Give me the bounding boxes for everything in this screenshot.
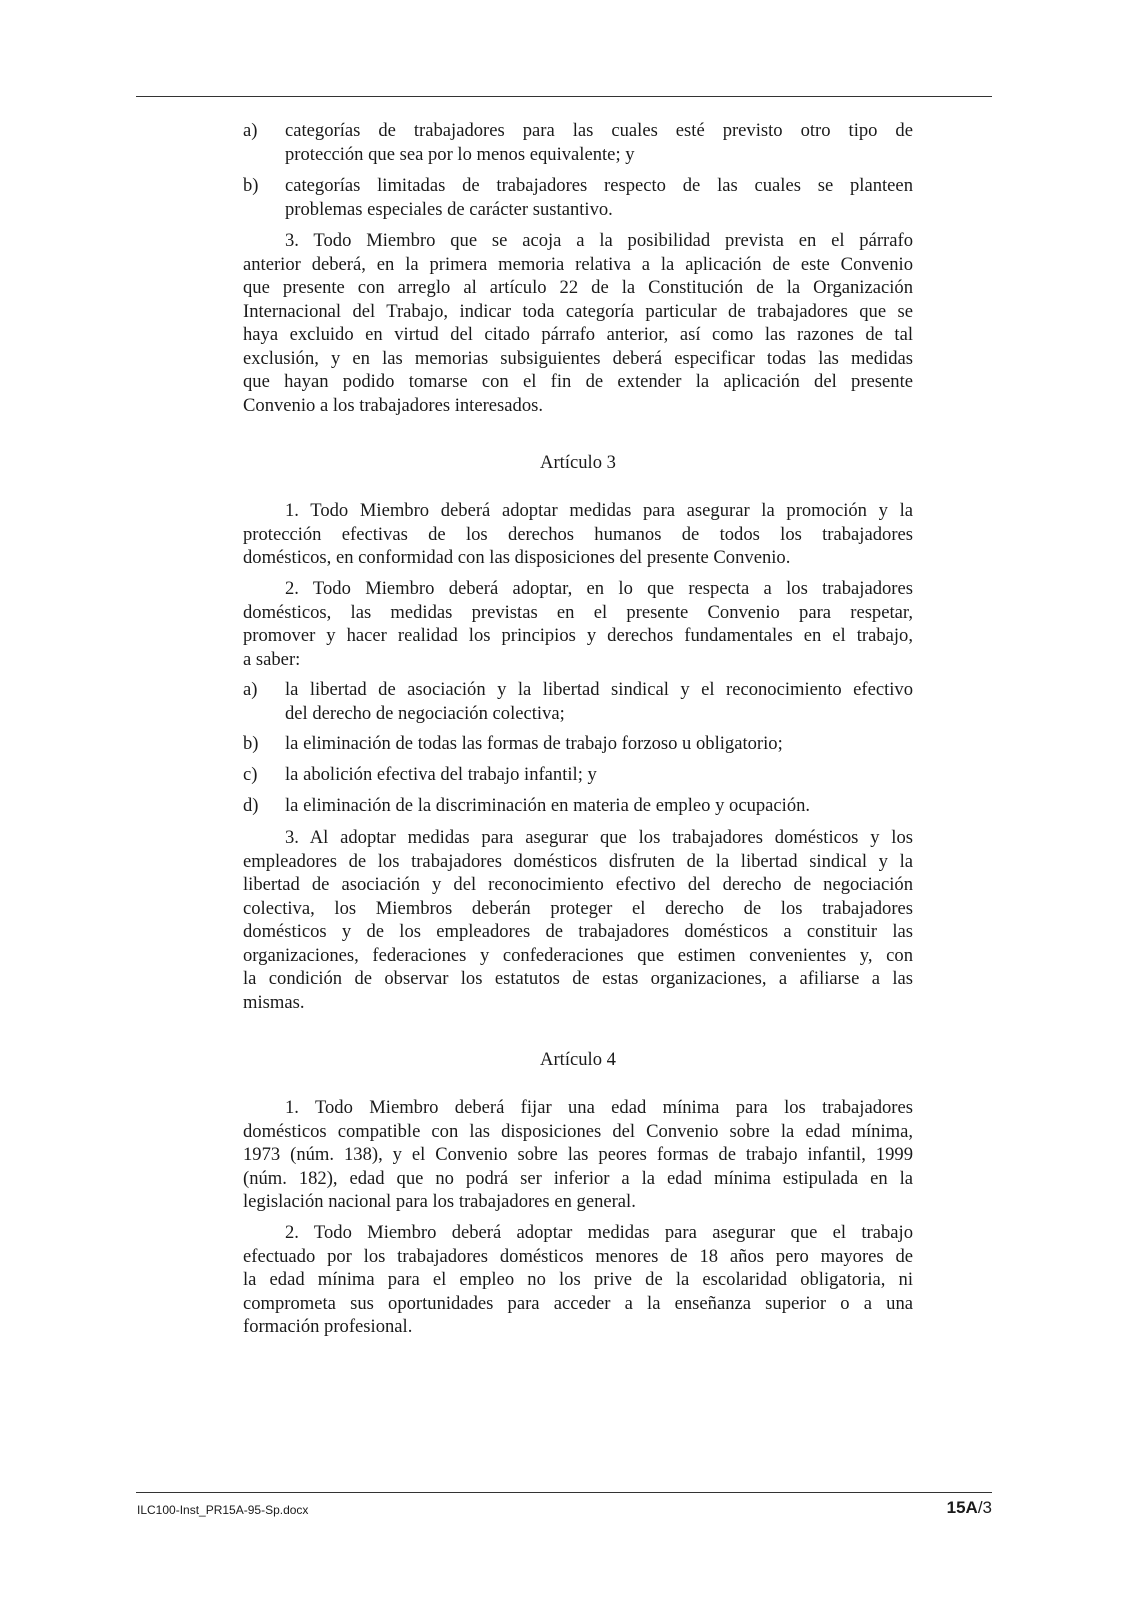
list-label: c)	[243, 764, 258, 785]
paragraph-art4-2	[243, 1221, 913, 1339]
text-line: categorías de trabajadores para las cuales esté previsto otro tipo de	[285, 120, 913, 141]
page-number-suffix: /3	[977, 1498, 992, 1517]
list-item-text	[285, 794, 913, 818]
list-item-d	[243, 794, 913, 818]
text-line: la eliminación de la discriminación en materia de empleo y ocupación.	[285, 795, 811, 816]
text-line: comprometa sus oportunidades para acceder a la enseñanza superior o a una	[243, 1292, 913, 1314]
text-line: efectuado por los trabajadores domésticos menores de 18 años pero mayores de	[243, 1245, 913, 1267]
paragraph-art3-3	[243, 826, 913, 1014]
list-label: a)	[243, 679, 258, 700]
paragraph-art3-1	[243, 499, 913, 570]
text-line: que presente con arreglo al artículo 22 de la Constitución de la Organización	[243, 277, 913, 298]
article-3-heading: Artículo 3	[540, 452, 616, 473]
list-item-text	[285, 763, 913, 787]
text-line: categorías limitadas de trabajadores respecto de las cuales se planteen	[285, 175, 913, 196]
paragraph-art3-2	[243, 577, 913, 671]
list-label: b)	[243, 733, 259, 754]
text-line: formación profesional.	[243, 1316, 413, 1337]
text-line: domésticos y de los empleadores de trabajadores domésticos a constituir las	[243, 921, 913, 942]
text-line: del derecho de negociación colectiva;	[285, 702, 565, 724]
text-line: domésticos, en conformidad con las disposiciones del presente Convenio.	[243, 547, 791, 568]
text-line: anterior deberá, en la primera memoria relativa a la aplicación de este Convenio	[243, 253, 913, 275]
page-number-prefix: 15A	[946, 1498, 978, 1517]
text-line: la eliminación de todas las formas de trabajo forzoso u obligatorio;	[285, 733, 783, 754]
text-line: la edad mínima para el empleo no los prive de la escolaridad obligatoria, ni	[243, 1269, 913, 1290]
list-label: b)	[243, 175, 259, 196]
list-item-b	[243, 732, 913, 756]
text-line: 2. Todo Miembro deberá adoptar medidas para asegurar que el trabajo	[285, 1222, 913, 1243]
text-line: domésticos compatible con las disposiciones del Convenio sobre la edad mínima,	[243, 1120, 913, 1142]
text-line: (núm. 182), edad que no podrá ser inferior a la edad mínima estipulada en la	[243, 1167, 913, 1189]
list-item-a	[243, 678, 913, 725]
list-item-text	[285, 732, 913, 756]
text-line: que hayan podido tomarse con el fin de extender la aplicación del presente	[243, 371, 913, 392]
text-line: 3. Al adoptar medidas para asegurar que los trabajadores domésticos y los	[285, 827, 913, 848]
article-4-heading: Artículo 4	[540, 1049, 616, 1070]
text-line: protección que sea por lo menos equivalente; y	[285, 143, 635, 165]
header-rule	[136, 96, 992, 97]
text-line: la condición de observar los estatutos de estas organizaciones, a afiliarse a las	[243, 968, 913, 989]
list-item-b	[243, 174, 913, 221]
text-line: la abolición efectiva del trabajo infantil; y	[285, 764, 597, 785]
text-line: Internacional del Trabajo, indicar toda categoría particular de trabajadores que se	[243, 300, 913, 322]
text-line: 1. Todo Miembro deberá adoptar medidas para asegurar la promoción y la	[285, 500, 913, 521]
text-line: protección efectivas de los derechos humanos de todos los trabajadores	[243, 523, 913, 545]
text-line: organizaciones, federaciones y confederaciones que estimen convenientes y, con	[243, 944, 913, 966]
text-line: Convenio a los trabajadores interesados.	[243, 394, 543, 416]
text-line: a saber:	[243, 648, 301, 670]
list-item-text	[285, 678, 913, 725]
text-line: 3. Todo Miembro que se acoja a la posibilidad prevista en el párrafo	[285, 230, 913, 251]
list-item-c	[243, 763, 913, 787]
text-line: problemas especiales de carácter sustantivo.	[285, 198, 613, 220]
text-line: la libertad de asociación y la libertad sindical y el reconocimiento efectivo	[285, 679, 913, 700]
paragraph-art2-3	[243, 229, 913, 417]
text-line: empleadores de los trabajadores domésticos disfruten de la libertad sindical y la	[243, 850, 913, 872]
text-line: exclusión, y en las memorias subsiguientes deberá especificar todas las medidas	[243, 347, 913, 369]
page-number	[947, 1498, 992, 1518]
text-line: 1973 (núm. 138), y el Convenio sobre las peores formas de trabajo infantil, 1999	[243, 1144, 913, 1165]
list-label: a)	[243, 120, 258, 141]
text-line: domésticos, las medidas previstas en el presente Convenio para respetar,	[243, 601, 913, 623]
footer-filename: ILC100-Inst_PR15A-95-Sp.docx	[137, 1503, 309, 1517]
text-line: mismas.	[243, 991, 305, 1013]
list-item-a	[243, 119, 913, 166]
list-item-text	[285, 119, 913, 166]
text-line: legislación nacional para los trabajadores en general.	[243, 1191, 636, 1212]
text-line: 2. Todo Miembro deberá adoptar, en lo que respecta a los trabajadores	[285, 578, 913, 599]
list-label: d)	[243, 795, 259, 816]
text-line: 1. Todo Miembro deberá fijar una edad mínima para los trabajadores	[285, 1097, 913, 1118]
list-item-text	[285, 174, 913, 221]
footer-rule	[136, 1492, 992, 1493]
text-line: haya excluido en virtud del citado párrafo anterior, así como las razones de tal	[243, 324, 913, 345]
text-line: libertad de asociación y del reconocimiento efectivo del derecho de negociación	[243, 874, 913, 895]
paragraph-art4-1	[243, 1096, 913, 1214]
text-line: colectiva, los Miembros deberán proteger el derecho de los trabajadores	[243, 897, 913, 919]
text-line: promover y hacer realidad los principios y derechos fundamentales en el trabajo,	[243, 625, 913, 646]
